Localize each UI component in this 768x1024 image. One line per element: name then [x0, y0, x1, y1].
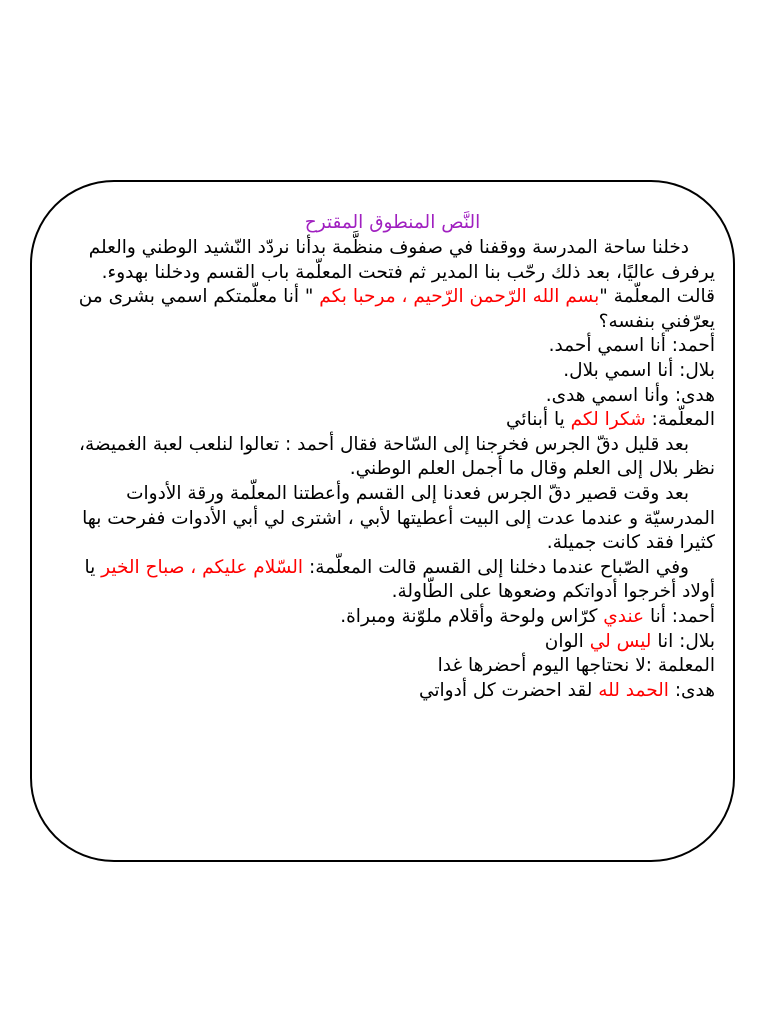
p6-text-b: يا أبنائي — [506, 409, 571, 431]
title: النَّص المنطوق المقترح — [304, 212, 481, 233]
text-content — [70, 210, 715, 703]
paragraph-3: أحمد: أنا اسمي أحمد. — [548, 335, 715, 357]
p6-red: شكرا لكم — [570, 409, 646, 431]
p11-red: ليس لي — [589, 630, 652, 652]
p2-text-a: قالت المعلّمة " — [599, 286, 715, 308]
paragraph-7: بعد قليل دقّ الجرس فخرجنا إلى السّاحة فقال أحمد : تعالوا لنلعب لعبة الغميضة، نظر بلال إلى العلم وقال ما أجمل العلم الوطني. — [79, 433, 715, 480]
paragraph-2 — [70, 285, 715, 334]
p6-text-a: المعلّمة: — [645, 409, 715, 431]
p9-text-b: يا أولاد أخرجوا أدواتكم وضعوها على الطّاولة. — [84, 556, 715, 603]
p9-text-a: وفي الصّباح عندما دخلنا إلى القسم قالت المعلّمة: — [303, 556, 689, 578]
p13-text-b: لقد احضرت كل أدواتي — [418, 679, 599, 701]
p10-text-a: أحمد: أنا — [644, 605, 715, 627]
p2-text-b: " أنا معلّمتكم اسمي بشرى من يعرّفني بنفسه؟ — [78, 286, 715, 332]
p9-red: السّلام عليكم ، صباح الخير — [101, 556, 304, 578]
p11-text-a: بلال: انا — [651, 630, 715, 652]
p2-red: بسم الله الرّحمن الرّحيم ، مرحبا بكم — [319, 286, 600, 308]
paragraph-8: بعد وقت قصير دقّ الجرس فعدنا إلى القسم وأعطتنا المعلّمة ورقة الأدوات المدرسيّة و عندما عدت إلى البيت أعطيتها لأبي ، اشترى لي أبي الأدوات ففرحت بها كثيرا فقد كانت جميلة. — [82, 482, 715, 554]
paragraph-4: بلال: أنا اسمي بلال. — [563, 359, 715, 381]
p10-red: عندي — [603, 605, 645, 627]
p13-red: الحمد لله — [598, 679, 669, 701]
paragraph-1: دخلنا ساحة المدرسة ووقفنا في صفوف منظَّمة بدأنا نردّد النّشيد الوطني والعلم يرفرف عاليًا، بعد ذلك رحّب بنا المدير ثم فتحت المعلّمة باب القسم ودخلنا بهدوء. — [88, 237, 715, 283]
paragraph-11 — [70, 630, 715, 655]
paragraph-10 — [70, 605, 715, 630]
p10-text-b: كرّاس ولوحة وأقلام ملوّنة ومبراة. — [340, 605, 604, 627]
paragraph-5: هدى: وأنا اسمي هدى. — [545, 384, 715, 406]
p11-text-b: الوان — [544, 630, 590, 652]
paragraph-12: المعلمة :لا نحتاجها اليوم أحضرها غدا — [437, 655, 715, 677]
p13-text-a: هدى: — [668, 679, 715, 701]
paragraph-6 — [70, 408, 715, 433]
paragraph-13 — [70, 679, 715, 704]
paragraph-9 — [70, 556, 715, 605]
